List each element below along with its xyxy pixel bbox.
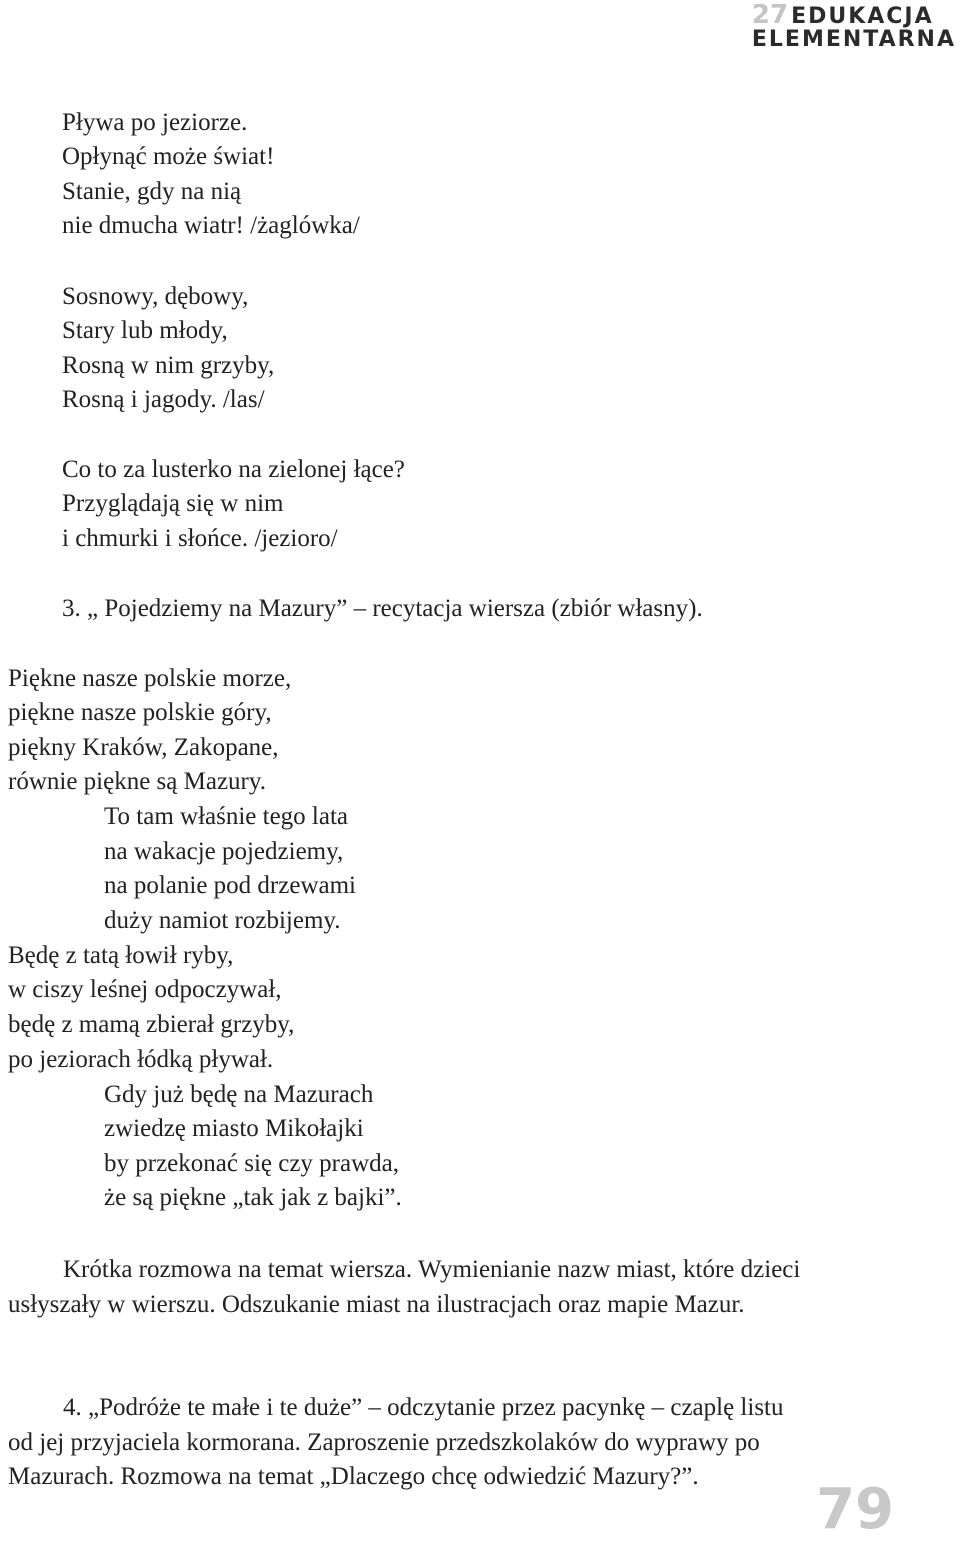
page-number: 79 — [816, 1477, 894, 1542]
riddle-1-line: Stanie, gdy na nią — [62, 178, 242, 205]
riddle-1-line: Pływa po jeziorze. — [62, 109, 248, 136]
riddle-2-line: Rosną i jagody. /las/ — [62, 386, 265, 413]
poem-line: To tam właśnie tego lata — [104, 803, 349, 830]
poem-line: po jeziorach łódką pływał. — [8, 1046, 274, 1073]
riddle-1-line: Opłynąć może świat! — [62, 143, 275, 170]
poem-line: duży namiot rozbijemy. — [104, 907, 341, 934]
poem-line: zwiedzę miasto Mikołajki — [104, 1115, 364, 1142]
poem-line: będę z mamą zbierał grzyby, — [8, 1011, 295, 1038]
poem-line: na polanie pod drzewami — [104, 872, 356, 899]
poem-line: w ciszy leśnej odpoczywał, — [8, 976, 282, 1003]
riddle-1-line: nie dmucha wiatr! /żaglówka/ — [62, 212, 360, 239]
poem-line: Gdy już będę na Mazurach — [104, 1081, 374, 1108]
riddle-2-line: Stary lub młody, — [62, 317, 228, 344]
poem-line: że są piękne „tak jak z bajki”. — [104, 1184, 402, 1211]
poem-line: Piękne nasze polskie morze, — [8, 665, 292, 692]
poem-line: równie piękne są Mazury. — [8, 768, 267, 795]
poem-line: piękne nasze polskie góry, — [8, 699, 272, 726]
magazine-logo — [751, 0, 956, 52]
riddle-2-line: Sosnowy, dębowy, — [62, 283, 249, 310]
section-3-heading: 3. „ Pojedziemy na Mazury” – recytacja wiersza (zbiór własny). — [62, 595, 703, 622]
conversation-paragraph: Krótka rozmowa na temat wiersza. Wymienianie nazw miast, które dzieci usłyszały w wierszu. Odszukanie miast na ilustracjach oraz mapie Mazur. — [8, 1256, 801, 1318]
riddle-3-line: Co to za lusterko na zielonej łące? — [62, 456, 405, 483]
riddle-3-line: Przyglądają się w nim — [62, 490, 284, 517]
issue-number: 27 — [751, 0, 789, 30]
poem-line: by przekonać się czy prawda, — [104, 1150, 399, 1177]
logo-line-1 — [751, 0, 956, 30]
logo-title-2: ELEMENTARNA — [751, 27, 956, 52]
poem-line: piękny Kraków, Zakopane, — [8, 734, 279, 761]
riddle-3-line: i chmurki i słońce. /jezioro/ — [62, 525, 338, 552]
riddle-2-line: Rosną w nim grzyby, — [62, 352, 275, 379]
logo-title-1: EDUKACJA — [791, 4, 934, 29]
poem-line: Będę z tatą łowił ryby, — [8, 942, 234, 969]
poem-line: na wakacje pojedziemy, — [104, 838, 344, 865]
section-4-paragraph: 4. „Podróże te małe i te duże” – odczytanie przez pacynkę – czaplę listu od jej przyjaciela kormorana. Zaproszenie przedszkolaków do wyprawy po Mazurach. Rozmowa na temat „Dlaczego chcę odwiedzić Mazury?”. — [8, 1394, 784, 1490]
